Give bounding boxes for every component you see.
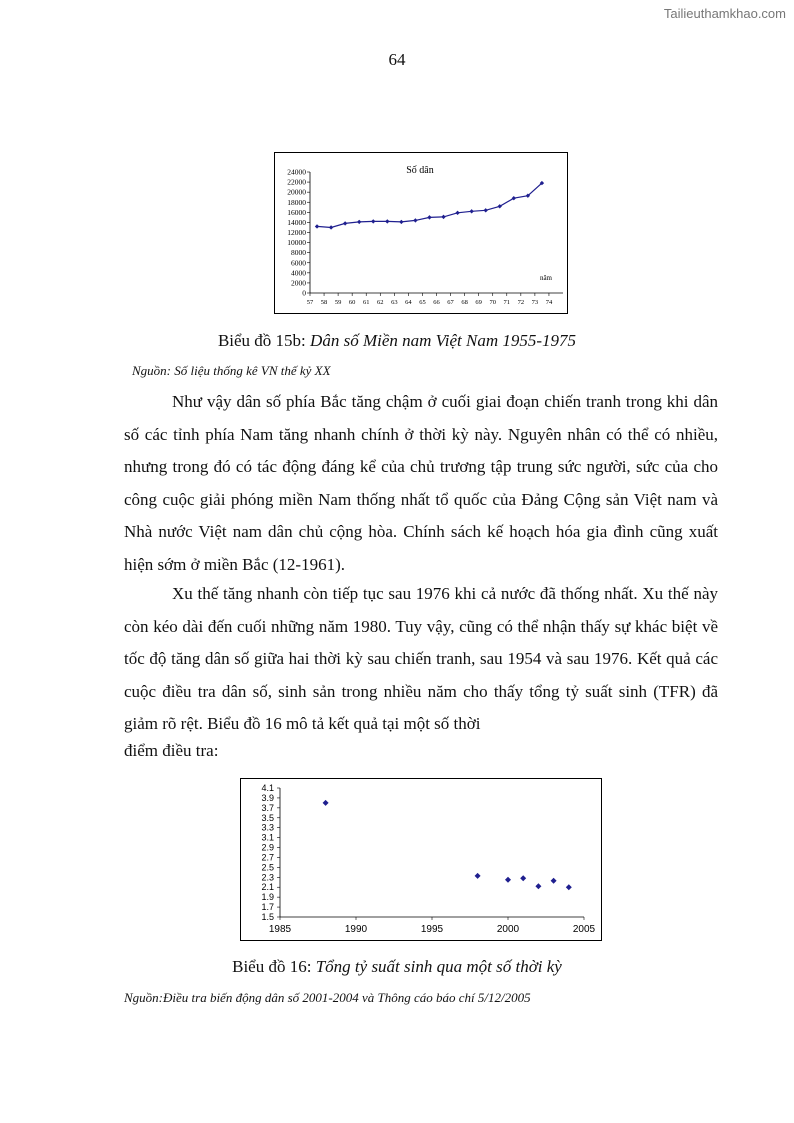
tfr-chart-svg (241, 779, 601, 940)
data-point (455, 211, 459, 215)
y-tick-label: 4.1 (261, 783, 274, 793)
data-point (399, 220, 403, 224)
figure-15b-source: Nguồn: Số liệu thống kê VN thế kỷ XX (132, 363, 331, 378)
x-axis-label: năm (539, 274, 552, 282)
data-point (427, 215, 431, 219)
data-point (475, 873, 481, 879)
y-tick-label: 10000 (287, 238, 306, 248)
data-point (385, 219, 389, 223)
y-tick-label: 18000 (287, 197, 306, 207)
x-tick-label: 1995 (420, 924, 444, 935)
x-tick-label: 66 (433, 299, 440, 306)
data-point (469, 209, 473, 213)
x-tick-label: 68 (461, 299, 468, 306)
x-tick-label: 62 (377, 299, 384, 306)
y-tick-label: 2.3 (261, 872, 274, 883)
x-tick-label: 72 (517, 299, 525, 306)
y-tick-label: 2.1 (261, 882, 274, 893)
data-point (566, 884, 572, 890)
y-tick-label: 3.3 (261, 822, 274, 833)
x-tick-label: 73 (531, 299, 539, 306)
y-tick-label: 2.9 (261, 842, 274, 853)
x-tick-label: 64 (405, 299, 412, 306)
caption-title: Tổng tỷ suất sinh qua một số thời kỳ (315, 957, 562, 976)
x-tick-label: 60 (348, 299, 356, 306)
data-point (498, 204, 502, 208)
x-tick-label: 65 (419, 299, 426, 306)
x-tick-label: 74 (545, 299, 553, 306)
x-tick-label: 57 (306, 299, 314, 306)
data-point (323, 800, 329, 806)
x-tick-label: 59 (334, 299, 342, 306)
y-tick-label: 3.5 (261, 812, 274, 823)
data-point (535, 883, 541, 889)
y-tick-label: 22000 (287, 177, 306, 187)
paragraph-2: Xu thế tăng nhanh còn tiếp tục sau 1976 khi cả nước đã thống nhất. Xu thế này còn kéo dài đến cuối những năm 1980. Tuy vậy, cũng có thể nhận thấy sự khác biệt về tốc độ tăng dân số giữa hai thời kỳ sau chiến tranh, sau 1954 và sau 1976. Kết quả các cuộc điều tra dân số, sinh sản trong nhiều năm cho thấy tổng tỷ suất sinh (TFR) đã giảm rõ rệt. Biểu đồ 16 mô tả kết quả tại một số thời (124, 584, 718, 733)
population-line-chart (274, 152, 568, 314)
x-tick-label: 69 (475, 299, 482, 306)
data-point (315, 224, 319, 228)
data-point (551, 878, 557, 884)
data-point (520, 875, 526, 881)
data-point (357, 220, 361, 224)
y-tick-label: 1.5 (261, 912, 274, 922)
caption-title: Dân số Miền nam Việt Nam 1955-1975 (310, 331, 577, 350)
x-tick-label: 61 (362, 299, 370, 306)
paragraph-2-ending: điểm điều tra: (124, 741, 219, 760)
figure-15b-caption (0, 331, 794, 351)
data-point (329, 225, 333, 229)
y-tick-label: 14000 (287, 217, 306, 227)
data-point (483, 208, 487, 212)
y-tick-label: 2.5 (261, 862, 274, 873)
data-point (371, 219, 375, 223)
x-tick-label: 70 (489, 299, 496, 306)
y-tick-label: 4000 (291, 268, 306, 278)
tfr-scatter-chart (240, 778, 602, 941)
caption-label: Biểu đồ 15b: (217, 331, 311, 350)
chart-title: Số dân (406, 165, 434, 176)
population-chart-svg (275, 153, 567, 313)
y-tick-label: 2000 (291, 278, 306, 288)
x-tick-label: 1990 (344, 924, 368, 935)
y-tick-label: 3.9 (261, 792, 274, 803)
figure-16-caption (0, 957, 794, 977)
x-tick-label: 63 (391, 299, 398, 306)
data-point (505, 877, 511, 883)
y-tick-label: 24000 (287, 167, 306, 177)
data-point (441, 215, 445, 219)
x-tick-label: 1985 (268, 924, 292, 935)
caption-label: Biểu đồ 16: (232, 957, 316, 976)
x-tick-label: 58 (320, 299, 328, 306)
figure-16-source: Nguồn:Điều tra biến động dân số 2001-2004 và Thông cáo báo chí 5/12/2005 (124, 990, 531, 1005)
x-tick-label: 2000 (496, 924, 520, 935)
x-tick-label: 2005 (572, 924, 596, 935)
page-number: 64 (388, 50, 406, 69)
series-line (317, 183, 542, 227)
x-tick-label: 67 (447, 299, 454, 306)
y-tick-label: 1.7 (261, 902, 274, 913)
y-tick-label: 20000 (287, 187, 306, 197)
data-point (343, 221, 347, 225)
x-tick-label: 71 (503, 299, 511, 306)
y-tick-label: 8000 (291, 248, 306, 258)
watermark: Tailieuthamkhao.com (663, 6, 786, 21)
y-tick-label: 3.1 (261, 832, 274, 843)
y-tick-label: 0 (302, 288, 306, 298)
y-tick-label: 1.9 (261, 892, 274, 903)
paragraph-1: Như vậy dân số phía Bắc tăng chậm ở cuối giai đoạn chiến tranh trong khi dân số các tỉnh phía Nam tăng nhanh chính ở thời kỳ này. Nguyên nhân có thể có nhiều, nhưng trong đó có tác động đáng kể của chủ trương tập trung sức người, sức của cho công cuộc giải phóng miền Nam thống nhất tổ quốc của Đảng Cộng sản Việt nam và Nhà nước Việt nam dân chủ cộng hòa. Chính sách kế hoạch hóa gia đình cũng xuất hiện sớm ở miền Bắc (12-1961). (124, 392, 718, 574)
y-tick-label: 16000 (287, 207, 306, 217)
y-tick-label: 3.7 (261, 802, 274, 813)
y-tick-label: 12000 (287, 228, 306, 237)
y-tick-label: 6000 (291, 258, 306, 268)
data-point (413, 218, 417, 222)
y-tick-label: 2.7 (261, 852, 274, 863)
